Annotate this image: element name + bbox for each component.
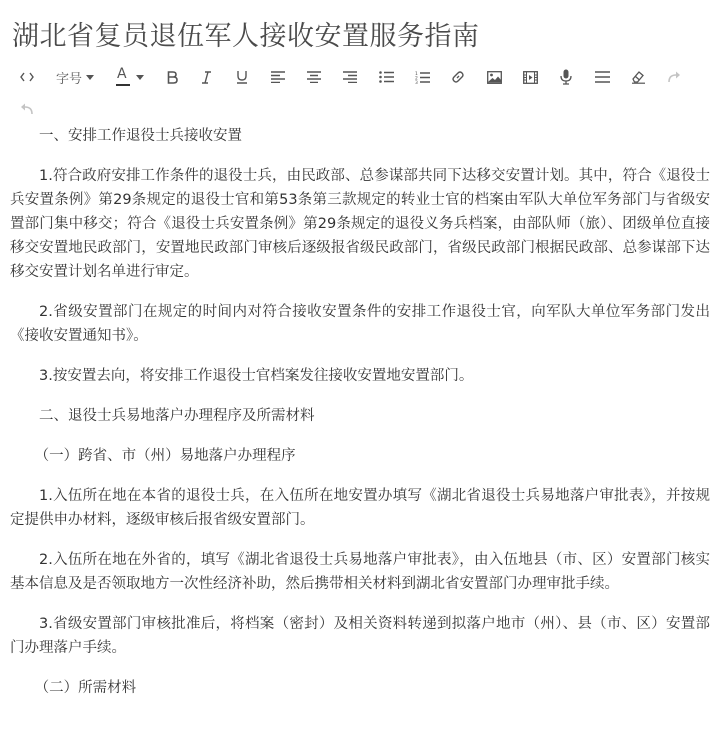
align-right-button[interactable] xyxy=(338,64,362,90)
align-right-icon xyxy=(343,71,357,83)
section-heading-2: 二、退役士兵易地落户办理程序及所需材料 xyxy=(39,408,315,424)
horizontal-rule-button[interactable] xyxy=(590,64,614,90)
svg-text:3: 3 xyxy=(414,80,418,84)
bold-button[interactable] xyxy=(160,64,184,90)
microphone-icon xyxy=(560,69,572,85)
underline-icon xyxy=(236,70,248,84)
subsection-heading: （二）所需材料 xyxy=(34,680,137,696)
svg-text:1: 1 xyxy=(414,71,418,77)
paragraph: 3.按安置去向，将安排工作退役士官档案发往接收安置地安置部门。 xyxy=(39,368,474,384)
audio-button[interactable] xyxy=(554,64,578,90)
undo-button[interactable] xyxy=(14,96,40,122)
italic-icon xyxy=(201,71,212,84)
bold-icon xyxy=(167,71,178,84)
numbered-list-button[interactable] xyxy=(410,64,434,90)
text-color-icon: A xyxy=(116,68,130,86)
numbered-list-icon xyxy=(415,71,430,84)
bullet-list-icon xyxy=(379,71,394,83)
chevron-down-icon xyxy=(136,75,144,80)
paragraph: 1.符合政府安排工作条件的退役士兵，由民政部、总参谋部共同下达移交安置计划。其中，符合《退役士兵安置条例》第29条规定的退役士官和第53条第三款规定的转业士官的档案由军队大单位军务部门与省级安置部门集中移交；符合《退役士兵安置条例》第29条规定的退役义务兵档案，由部队师（旅）、团级单位直接移交安置地民政部门，安置地民政部门审核后逐级报省级民政部门，省级民政部门根据民政部、总参谋部下达移交安置计划名单进行审定。 xyxy=(10,168,710,280)
align-left-icon xyxy=(271,71,285,83)
eraser-icon xyxy=(631,70,646,84)
paragraph: 2.省级安置部门在规定的时间内对符合接收安置条件的安排工作退役士官，向军队大单位军务部门发出《接收安置通知书》。 xyxy=(10,304,710,344)
code-icon xyxy=(20,71,34,83)
bullet-list-button[interactable] xyxy=(374,64,398,90)
subsection-heading: （一）跨省、市（州）易地落户办理程序 xyxy=(34,448,296,464)
align-center-icon xyxy=(307,71,321,83)
video-icon xyxy=(523,71,538,84)
clear-format-button[interactable] xyxy=(626,64,650,90)
paragraph: 3.省级安置部门审核批准后，将档案（密封）及相关资料转递到拟落户地市（州）、县（市、区）安置部门办理落户手续。 xyxy=(10,616,710,656)
chevron-down-icon xyxy=(86,75,94,80)
source-code-button[interactable] xyxy=(14,64,40,90)
page-title: 湖北省复员退伍军人接收安置服务指南 xyxy=(12,21,480,52)
italic-button[interactable] xyxy=(194,64,218,90)
font-size-dropdown[interactable] xyxy=(50,64,100,90)
link-icon xyxy=(451,70,465,84)
align-left-button[interactable] xyxy=(266,64,290,90)
video-button[interactable] xyxy=(518,64,542,90)
editor-toolbar xyxy=(0,62,715,118)
underline-button[interactable] xyxy=(230,64,254,90)
redo-button[interactable] xyxy=(662,64,686,90)
font-size-label: 字号 xyxy=(55,71,82,87)
link-button[interactable] xyxy=(446,64,470,90)
paragraph: 1.入伍所在地在本省的退役士兵，在入伍所在地安置办填写《湖北省退役士兵易地落户审批表》，并按规定提供申办材料，逐级审核后报省级安置部门。 xyxy=(10,488,710,528)
section-heading-1: 一、安排工作退役士兵接收安置 xyxy=(39,128,242,144)
paragraph: 2.入伍所在地在外省的，填写《湖北省退役士兵易地落户审批表》，由入伍地县（市、区）安置部门核实基本信息及是否领取地方一次性经济补助，然后携带相关材料到湖北省安置部门办理审批手续。 xyxy=(10,552,710,592)
redo-icon xyxy=(667,71,681,83)
editor-content[interactable] xyxy=(10,124,710,716)
image-icon xyxy=(487,71,502,84)
image-button[interactable] xyxy=(482,64,506,90)
horizontal-rule-icon xyxy=(595,71,610,83)
svg-text:2: 2 xyxy=(414,76,418,81)
undo-icon xyxy=(20,103,34,115)
align-center-button[interactable] xyxy=(302,64,326,90)
text-color-dropdown[interactable] xyxy=(108,64,152,90)
